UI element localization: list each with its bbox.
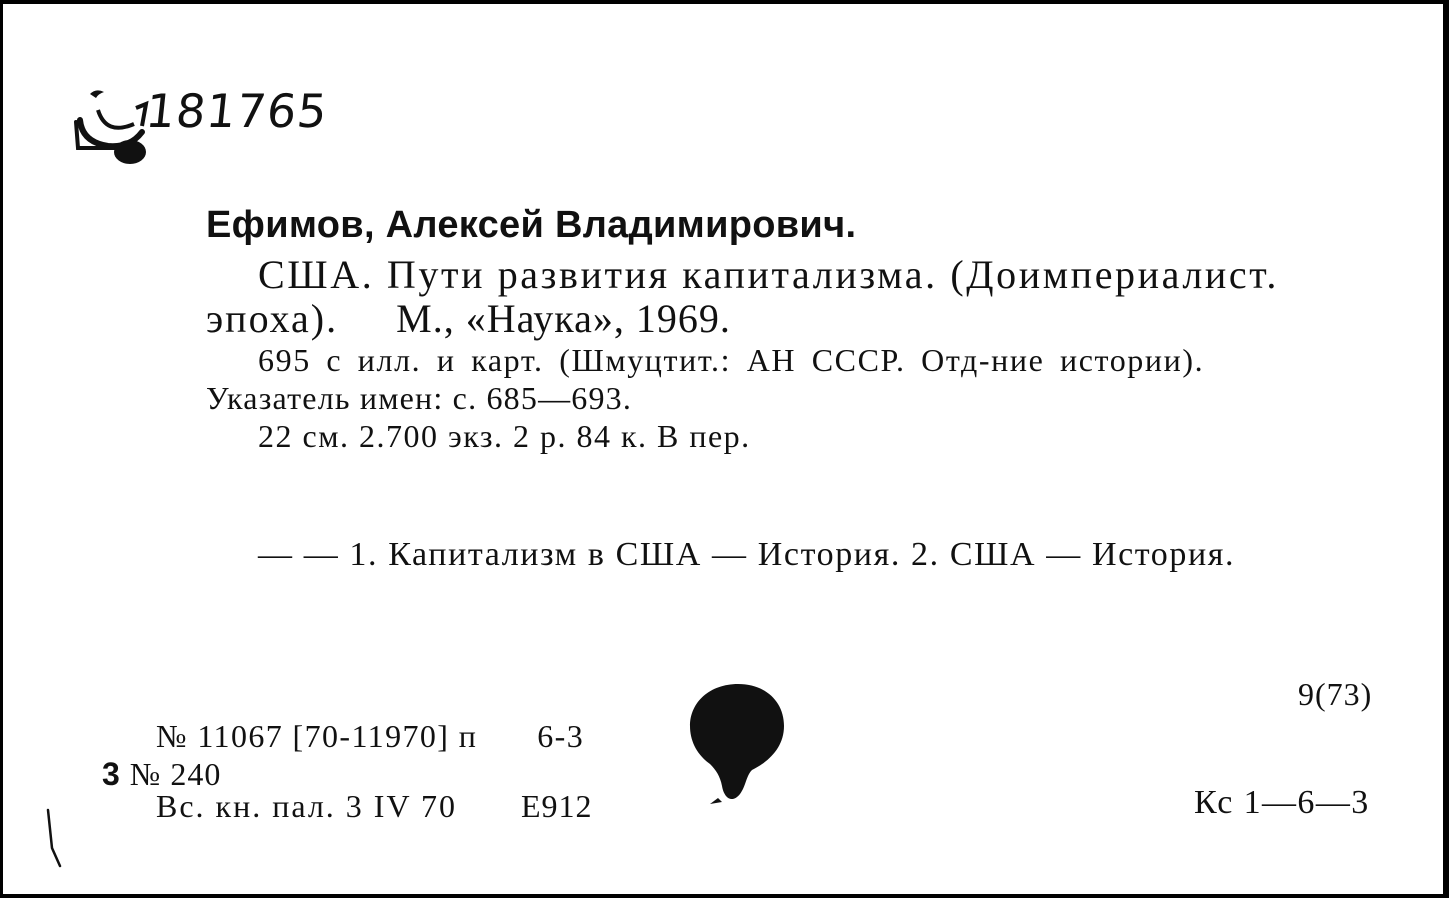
register-prefix: 3 xyxy=(102,756,121,792)
classification-number: 9(73) xyxy=(1298,676,1373,712)
register-number: № 240 xyxy=(129,756,222,792)
chamber-info: Вс. кн. пал. 3 IV 70 xyxy=(156,788,457,824)
order-number: № 11067 [70-11970] п xyxy=(156,718,478,754)
card-border-top xyxy=(0,0,1449,4)
physical-description-2: Указатель имен: с. 685—693. xyxy=(206,380,633,416)
ink-blot-icon xyxy=(688,680,788,820)
title-line-2-start: эпоха). xyxy=(206,296,339,341)
book-chamber-line xyxy=(156,788,593,825)
physical-description-3: 22 см. 2.700 экз. 2 р. 84 к. В пер. xyxy=(258,418,751,454)
title-line-2 xyxy=(206,295,731,342)
order-line xyxy=(156,718,584,755)
author-heading: Ефимов, Алексей Владимирович. xyxy=(206,204,857,246)
physical-description-1: 695 с илл. и карт. (Шмуцтит.: АН СССР. Отд-ние истории). xyxy=(258,342,1205,378)
handwritten-inventory-number: 181765 xyxy=(143,84,331,138)
order-code: 6-3 xyxy=(537,718,585,754)
publisher-info: М., «Наука», 1969. xyxy=(396,296,731,341)
pencil-mark-icon xyxy=(44,808,64,868)
chamber-code: Е912 xyxy=(520,788,593,824)
card-border-right xyxy=(1443,0,1449,898)
card-border-bottom xyxy=(0,894,1449,898)
card-border-left xyxy=(0,0,3,898)
kc-code: Кс 1—6—3 xyxy=(1194,784,1370,821)
title-line-1: США. Пути развития капитализма. (Доимпериалист. xyxy=(258,252,1279,297)
subject-headings: — — 1. Капитализм в США — История. 2. США — История. xyxy=(258,536,1236,573)
